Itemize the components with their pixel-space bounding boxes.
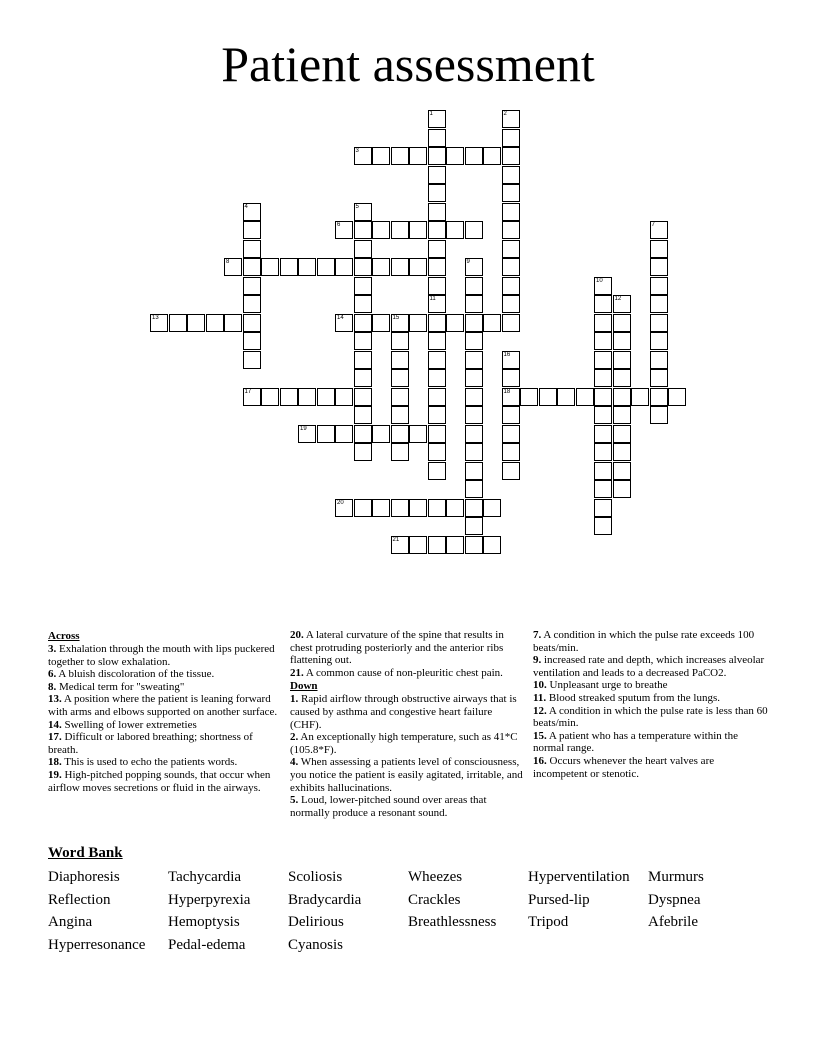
crossword-cell[interactable] xyxy=(409,147,427,165)
crossword-cell[interactable] xyxy=(428,203,446,221)
crossword-cell[interactable] xyxy=(391,536,409,554)
word-bank-word: Cyanosis xyxy=(288,937,344,954)
crossword-cell[interactable] xyxy=(335,499,353,517)
clue-item xyxy=(533,692,769,705)
crossword-cell[interactable] xyxy=(317,425,335,443)
crossword-cell[interactable] xyxy=(650,240,668,258)
crossword-cell[interactable] xyxy=(354,295,372,313)
crossword-cell[interactable] xyxy=(650,351,668,369)
crossword-cell[interactable] xyxy=(465,369,483,387)
crossword-cell[interactable] xyxy=(613,295,631,313)
crossword-cell[interactable] xyxy=(594,406,612,424)
crossword-cell[interactable] xyxy=(428,166,446,184)
crossword-cell[interactable] xyxy=(428,406,446,424)
clue-number-label: 20. xyxy=(290,629,304,641)
clue-number: 11 xyxy=(429,296,436,302)
crossword-cell[interactable] xyxy=(465,425,483,443)
clues-column-3 xyxy=(533,629,769,780)
crossword-cell[interactable] xyxy=(428,110,446,128)
clue-text: When assessing a patients level of consciousness, you notice the patient is easily agitated, irritable, and exhibits hallucinations. xyxy=(290,756,523,794)
word-bank-title: Word Bank xyxy=(48,845,123,861)
word-bank-word: Tachycardia xyxy=(168,869,242,885)
crossword-cell[interactable] xyxy=(446,147,464,165)
word-bank-word: Afebrile xyxy=(648,914,698,931)
crossword-cell[interactable] xyxy=(483,314,501,332)
page-title: Patient assessment xyxy=(221,36,595,92)
crossword-cell[interactable] xyxy=(298,388,316,406)
crossword-cell[interactable] xyxy=(428,129,446,147)
crossword-cell[interactable] xyxy=(298,258,316,276)
crossword-cell[interactable] xyxy=(243,240,261,258)
crossword-cell[interactable] xyxy=(668,388,686,406)
word-bank-word: Pursed-lip xyxy=(528,891,590,908)
clue-text: Rapid airflow through obstructive airways that is caused by asthma and congestive heart failure (CHF). xyxy=(290,693,517,731)
crossword-cell[interactable] xyxy=(446,499,464,517)
crossword-cell[interactable] xyxy=(502,369,520,387)
crossword-cell[interactable] xyxy=(446,314,464,332)
crossword-cell[interactable] xyxy=(391,258,409,276)
clue-number-label: 18. xyxy=(48,756,62,769)
clue-text: A bluish discoloration of the tissue. xyxy=(56,668,215,681)
word-bank-word: Diaphoresis xyxy=(48,869,120,885)
crossword-cell[interactable] xyxy=(261,258,279,276)
clue-number: 9 xyxy=(466,259,470,265)
clue-text: High-pitched popping sounds, that occur when airflow moves secretions or fluid in the airways. xyxy=(48,768,271,794)
crossword-cell[interactable] xyxy=(409,314,427,332)
crossword-cell[interactable] xyxy=(613,480,631,498)
word-bank-word: Pedal-edema xyxy=(168,937,246,954)
crossword-cell[interactable] xyxy=(335,221,353,239)
crossword-cell[interactable] xyxy=(317,258,335,276)
word-bank-word: Hemoptysis xyxy=(168,914,240,931)
crossword-cell[interactable] xyxy=(428,184,446,202)
clue-number-label: 5. xyxy=(290,794,299,807)
crossword-cell[interactable] xyxy=(650,221,668,239)
crossword-cell[interactable] xyxy=(354,443,372,461)
crossword-cell[interactable] xyxy=(428,314,446,332)
clue-number-label: 9. xyxy=(533,654,542,667)
crossword-cell[interactable] xyxy=(446,536,464,554)
crossword-cell[interactable] xyxy=(502,110,520,128)
clue-number: 2 xyxy=(503,111,507,117)
crossword-cell[interactable] xyxy=(354,388,372,406)
crossword-cell[interactable] xyxy=(317,388,335,406)
crossword-cell[interactable] xyxy=(372,221,390,239)
crossword-cell[interactable] xyxy=(428,388,446,406)
clue-number-label: 19. xyxy=(48,768,62,781)
clue-item xyxy=(533,705,769,730)
clue-text: This is used to echo the patients words. xyxy=(61,756,238,769)
crossword-cell[interactable] xyxy=(613,369,631,387)
word-bank-word: Bradycardia xyxy=(288,891,362,908)
crossword-cell[interactable] xyxy=(428,277,446,295)
clue-text: Unpleasant urge to breathe xyxy=(546,679,668,692)
crossword-cell[interactable] xyxy=(594,314,612,332)
word-bank-word: Wheezes xyxy=(408,869,463,885)
crossword-cell[interactable] xyxy=(391,221,409,239)
crossword-cell[interactable] xyxy=(280,258,298,276)
crossword-cell[interactable] xyxy=(465,351,483,369)
crossword-cell[interactable] xyxy=(224,258,242,276)
clue-item xyxy=(48,756,284,769)
crossword-cell[interactable] xyxy=(576,388,594,406)
crossword-cell[interactable] xyxy=(502,240,520,258)
crossword-cell[interactable] xyxy=(502,351,520,369)
clue-item xyxy=(533,654,769,679)
crossword-cell[interactable] xyxy=(594,499,612,517)
crossword-cell[interactable] xyxy=(409,258,427,276)
crossword-cell[interactable] xyxy=(354,332,372,350)
clue-text: Blood streaked sputum from the lungs. xyxy=(546,691,720,704)
crossword-cell[interactable] xyxy=(428,443,446,461)
crossword-cell[interactable] xyxy=(391,499,409,517)
clue-item xyxy=(290,693,526,731)
crossword-cell[interactable] xyxy=(650,406,668,424)
crossword-cell[interactable] xyxy=(594,462,612,480)
clue-number: 3 xyxy=(355,148,359,154)
crossword-cell[interactable] xyxy=(243,221,261,239)
crossword-cell[interactable] xyxy=(391,425,409,443)
crossword-cell[interactable] xyxy=(465,147,483,165)
crossword-cell[interactable] xyxy=(409,536,427,554)
crossword-cell[interactable] xyxy=(243,332,261,350)
crossword-cell[interactable] xyxy=(613,351,631,369)
crossword-cell[interactable] xyxy=(243,258,261,276)
crossword-cell[interactable] xyxy=(465,517,483,535)
crossword-cell[interactable] xyxy=(594,295,612,313)
clue-item xyxy=(533,730,769,755)
clue-number: 13 xyxy=(152,314,159,321)
crossword-cell[interactable] xyxy=(465,314,483,332)
crossword-cell[interactable] xyxy=(428,147,446,165)
crossword-cell[interactable] xyxy=(613,388,631,406)
crossword-cell[interactable] xyxy=(613,425,631,443)
crossword-cell[interactable] xyxy=(428,351,446,369)
word-bank-word: Dyspnea xyxy=(648,891,701,908)
crossword-cell[interactable] xyxy=(465,406,483,424)
clue-item xyxy=(533,629,769,654)
clue-text: A patient who has a temperature within the normal range. xyxy=(533,729,738,755)
clue-number: 8 xyxy=(226,259,230,265)
crossword-cell[interactable] xyxy=(650,388,668,406)
clue-item xyxy=(48,731,284,756)
crossword-cell[interactable] xyxy=(539,388,557,406)
word-bank-word: Hyperresonance xyxy=(48,937,146,954)
crossword-cell[interactable] xyxy=(465,536,483,554)
clue-number-label: 15. xyxy=(533,729,547,742)
crossword-cell[interactable] xyxy=(502,462,520,480)
clue-number: 12 xyxy=(614,296,622,302)
crossword-cell[interactable] xyxy=(502,184,520,202)
crossword-cell[interactable] xyxy=(391,388,409,406)
clue-item xyxy=(533,679,769,692)
clue-number-label: 13. xyxy=(48,693,62,706)
word-bank-word: Breathlessness xyxy=(408,914,497,931)
crossword-cell[interactable] xyxy=(391,369,409,387)
crossword-cell[interactable] xyxy=(465,332,483,350)
crossword-cell[interactable] xyxy=(502,388,520,406)
clue-text: Difficult or labored breathing; shortness of breath. xyxy=(48,731,253,756)
crossword-cell[interactable] xyxy=(298,425,316,443)
crossword-cell[interactable] xyxy=(354,203,372,221)
crossword-cell[interactable] xyxy=(224,314,242,332)
crossword-cell[interactable] xyxy=(243,351,261,369)
crossword-cell[interactable] xyxy=(428,369,446,387)
crossword-cell[interactable] xyxy=(631,388,649,406)
clue-number: 20 xyxy=(337,499,344,506)
word-bank-word: Hyperpyrexia xyxy=(168,891,251,908)
word-bank-word: Angina xyxy=(48,914,93,931)
clue-item xyxy=(290,731,526,756)
crossword-cell[interactable] xyxy=(354,499,372,517)
crossword-cell[interactable] xyxy=(169,314,187,332)
clue-text: A lateral curvature of the spine that results in chest protruding posteriorly and the anterior ribs flattening out. xyxy=(290,629,504,667)
crossword-cell[interactable] xyxy=(502,443,520,461)
crossword-cell[interactable] xyxy=(502,314,520,332)
crossword-cell[interactable] xyxy=(650,332,668,350)
crossword-cell[interactable] xyxy=(483,499,501,517)
crossword-cell[interactable] xyxy=(372,425,390,443)
crossword-cell[interactable] xyxy=(335,388,353,406)
crossword-cell[interactable] xyxy=(594,480,612,498)
word-bank-word: Murmurs xyxy=(648,869,704,885)
crossword-cell[interactable] xyxy=(502,425,520,443)
crossword-cell[interactable] xyxy=(520,388,538,406)
crossword-cell[interactable] xyxy=(372,499,390,517)
crossword-cell[interactable] xyxy=(502,203,520,221)
crossword-cell[interactable] xyxy=(243,388,261,406)
word-bank-word: Hyperventilation xyxy=(528,869,630,885)
crossword-cell[interactable] xyxy=(391,406,409,424)
crossword-cell[interactable] xyxy=(446,221,464,239)
crossword-cell[interactable] xyxy=(650,277,668,295)
crossword-cell[interactable] xyxy=(428,462,446,480)
crossword-cell[interactable] xyxy=(502,295,520,313)
crossword-cell[interactable] xyxy=(557,388,575,406)
crossword-cell[interactable] xyxy=(187,314,205,332)
crossword-cell[interactable] xyxy=(613,406,631,424)
clue-number-label: 21. xyxy=(290,666,304,679)
crossword-cell[interactable] xyxy=(354,147,372,165)
word-bank-word: Tripod xyxy=(528,914,569,931)
crossword-cell[interactable] xyxy=(483,147,501,165)
clue-number: 4 xyxy=(244,203,248,210)
crossword-cell[interactable] xyxy=(594,517,612,535)
crossword-cell[interactable] xyxy=(594,351,612,369)
clue-number: 14 xyxy=(337,314,344,321)
word-bank-word: Crackles xyxy=(408,891,461,908)
crossword-cell[interactable] xyxy=(409,425,427,443)
clue-number-label: 1. xyxy=(290,693,299,706)
crossword-cell[interactable] xyxy=(465,258,483,276)
clue-number-label: 6. xyxy=(48,668,57,681)
crossword-cell[interactable] xyxy=(372,147,390,165)
clue-number-label: 4. xyxy=(290,756,299,769)
crossword-cell[interactable] xyxy=(594,277,612,295)
clue-number-label: 10. xyxy=(533,679,547,692)
crossword-cell[interactable] xyxy=(465,443,483,461)
clue-text: increased rate and depth, which increases alveolar ventilation and leads to a decreased PaCO2. xyxy=(533,654,765,679)
clue-text: A condition in which the pulse rate exceeds 100 beats/min. xyxy=(533,629,755,654)
crossword-cell[interactable] xyxy=(354,221,372,239)
clue-number: 17 xyxy=(244,388,252,395)
crossword-cell[interactable] xyxy=(613,462,631,480)
crossword-cell[interactable] xyxy=(465,499,483,517)
crossword-cell[interactable] xyxy=(391,314,409,332)
crossword-cell[interactable] xyxy=(372,314,390,332)
clue-number-label: 7. xyxy=(533,629,542,641)
clue-number-label: 14. xyxy=(48,718,62,731)
clue-number-label: 3. xyxy=(48,643,57,655)
crossword-cell[interactable] xyxy=(335,425,353,443)
crossword-cell[interactable] xyxy=(650,314,668,332)
clue-text: A common cause of non-pleuritic chest pain. xyxy=(303,666,503,679)
clue-item xyxy=(48,693,284,718)
word-bank-word: Delirious xyxy=(288,914,344,931)
crossword-cell[interactable] xyxy=(243,203,261,221)
crossword-cell[interactable] xyxy=(354,351,372,369)
crossword-cell[interactable] xyxy=(335,258,353,276)
crossword-cell[interactable] xyxy=(428,258,446,276)
clue-number-label: 16. xyxy=(533,754,547,767)
crossword-cell[interactable] xyxy=(354,240,372,258)
clue-number: 7 xyxy=(651,222,655,228)
crossword-cell[interactable] xyxy=(465,295,483,313)
crossword-cell[interactable] xyxy=(428,221,446,239)
crossword-cell[interactable] xyxy=(502,221,520,239)
word-bank-word: Reflection xyxy=(48,891,111,908)
crossword-cell[interactable] xyxy=(409,221,427,239)
crossword-cell[interactable] xyxy=(391,147,409,165)
crossword-cell[interactable] xyxy=(391,351,409,369)
clue-text: Exhalation through the mouth with lips puckered together to slow exhalation. xyxy=(48,643,275,668)
clue-text: Medical term for "sweating" xyxy=(56,680,185,693)
clue-item xyxy=(48,643,284,668)
crossword-cell[interactable] xyxy=(502,406,520,424)
crossword-cell[interactable] xyxy=(650,258,668,276)
crossword-cell[interactable] xyxy=(594,443,612,461)
crossword-cell[interactable] xyxy=(372,258,390,276)
crossword-cell[interactable] xyxy=(243,314,261,332)
crossword-cell[interactable] xyxy=(206,314,224,332)
clue-item xyxy=(533,755,769,780)
clue-number: 21 xyxy=(392,536,400,543)
clue-number-label: 17. xyxy=(48,731,62,744)
crossword-cell[interactable] xyxy=(354,369,372,387)
crossword-cell[interactable] xyxy=(594,388,612,406)
clue-number: 18 xyxy=(503,388,511,395)
crossword-cell[interactable] xyxy=(465,480,483,498)
crossword-cell[interactable] xyxy=(465,388,483,406)
crossword-cell[interactable] xyxy=(354,425,372,443)
crossword-cell[interactable] xyxy=(428,499,446,517)
clue-item xyxy=(290,629,526,667)
crossword-cell[interactable] xyxy=(150,314,168,332)
clue-item xyxy=(48,681,284,694)
clue-text: A condition in which the pulse rate is less than 60 beats/min. xyxy=(533,704,768,730)
clue-number: 1 xyxy=(429,111,433,117)
crossword-cell[interactable] xyxy=(502,258,520,276)
clue-number-label: 8. xyxy=(48,680,57,693)
clue-number-label: 12. xyxy=(533,704,547,717)
crossword-cell[interactable] xyxy=(502,277,520,295)
clue-item xyxy=(290,756,526,794)
clues-column-2 xyxy=(290,629,526,819)
crossword-cell[interactable] xyxy=(391,443,409,461)
crossword-cell[interactable] xyxy=(502,166,520,184)
crossword-cell[interactable] xyxy=(465,221,483,239)
crossword-cell[interactable] xyxy=(465,277,483,295)
clue-item xyxy=(48,769,284,794)
crossword-cell[interactable] xyxy=(261,388,279,406)
clue-item xyxy=(290,667,526,680)
crossword-cell[interactable] xyxy=(650,369,668,387)
clue-number: 19 xyxy=(300,425,307,432)
clue-item xyxy=(290,794,526,819)
clue-text: Occurs whenever the heart valves are incompetent or stenotic. xyxy=(533,754,715,780)
clue-number: 15 xyxy=(392,314,400,321)
crossword-cell[interactable] xyxy=(243,277,261,295)
crossword-cell[interactable] xyxy=(409,499,427,517)
crossword-cell[interactable] xyxy=(335,314,353,332)
crossword-cell[interactable] xyxy=(594,369,612,387)
crossword-cell[interactable] xyxy=(354,258,372,276)
word-bank-word: Scoliosis xyxy=(288,869,343,885)
crossword-cell[interactable] xyxy=(428,240,446,258)
crossword-cell[interactable] xyxy=(650,295,668,313)
crossword-cell[interactable] xyxy=(354,406,372,424)
crossword-cell[interactable] xyxy=(613,443,631,461)
crossword-cell[interactable] xyxy=(465,462,483,480)
crossword-cell[interactable] xyxy=(428,332,446,350)
clue-number-label: 2. xyxy=(290,731,299,744)
crossword-cell[interactable] xyxy=(613,314,631,332)
clue-number: 6 xyxy=(337,222,341,228)
crossword-cell[interactable] xyxy=(613,332,631,350)
clue-item xyxy=(48,719,284,732)
across-heading: Across xyxy=(48,630,80,642)
crossword-cell[interactable] xyxy=(428,425,446,443)
crossword-cell[interactable] xyxy=(483,536,501,554)
crossword-cell[interactable] xyxy=(280,388,298,406)
crossword-cell[interactable] xyxy=(502,147,520,165)
clue-text: A position where the patient is leaning forward with arms and elbows supported on another surface. xyxy=(48,693,278,718)
crossword-cell[interactable] xyxy=(594,425,612,443)
crossword-cell[interactable] xyxy=(502,129,520,147)
clue-item xyxy=(48,668,284,681)
crossword-cell[interactable] xyxy=(428,536,446,554)
crossword-cell[interactable] xyxy=(594,332,612,350)
crossword-cell[interactable] xyxy=(354,277,372,295)
clue-number: 10 xyxy=(596,277,603,284)
clue-number: 16 xyxy=(503,351,511,358)
clue-number-label: 11. xyxy=(533,691,547,704)
crossword-cell[interactable] xyxy=(428,295,446,313)
clue-number: 5 xyxy=(355,203,359,210)
crossword-cell[interactable] xyxy=(354,314,372,332)
clue-text: An exceptionally high temperature, such as 41*C (105.8*F). xyxy=(290,731,518,756)
clue-text: Swelling of lower extremeties xyxy=(61,718,197,731)
crossword-cell[interactable] xyxy=(243,295,261,313)
down-heading: Down xyxy=(290,680,318,693)
crossword-cell[interactable] xyxy=(391,332,409,350)
clue-text: Loud, lower-pitched sound over areas that normally produce a resonant sound. xyxy=(290,794,487,819)
clues-column-1 xyxy=(48,629,284,794)
